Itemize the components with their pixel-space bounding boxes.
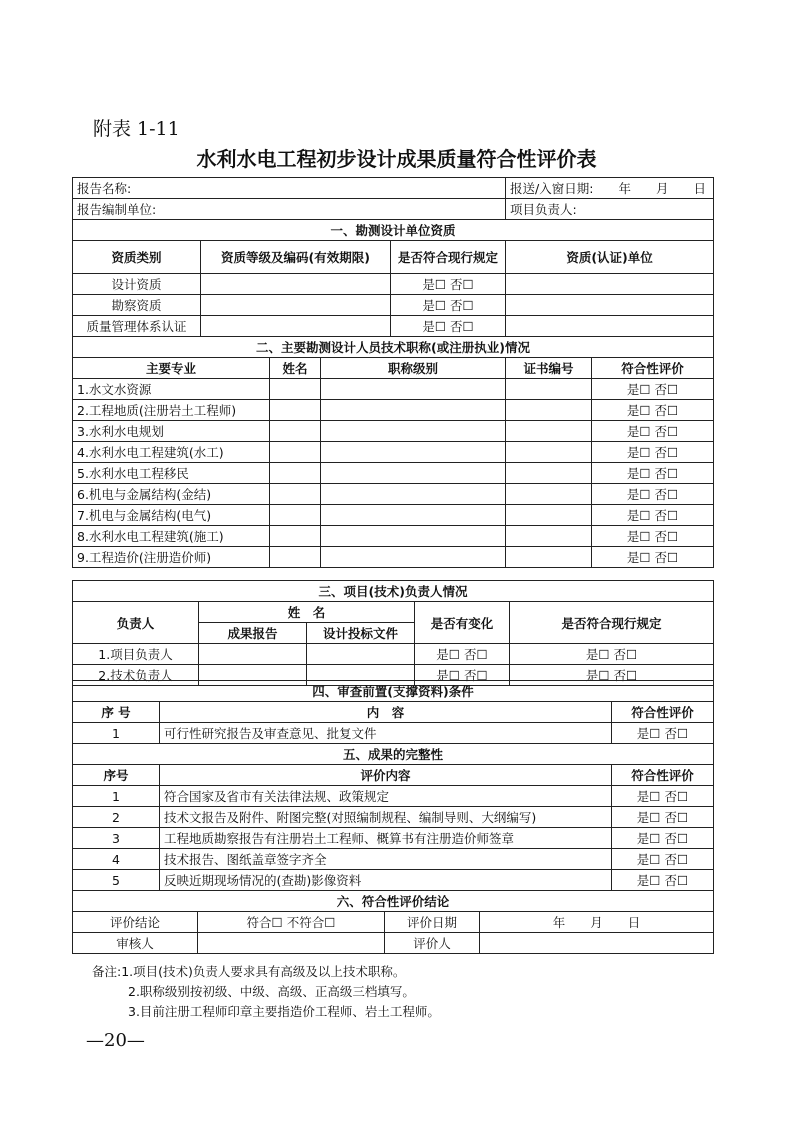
conclusion-checkbox[interactable]: 符合☐ 不符合☐ — [198, 912, 385, 933]
major-row-label: 5.水利水电工程移民 — [73, 463, 270, 484]
evaluator-label: 评价人 — [385, 933, 480, 954]
input-cell[interactable] — [201, 295, 391, 316]
col-title-level: 职称级别 — [321, 358, 506, 379]
col-eval-content: 评价内容 — [160, 765, 612, 786]
input-cell[interactable] — [506, 316, 714, 337]
yes-no-checkbox[interactable]: 是☐ 否☐ — [612, 870, 714, 891]
input-cell[interactable] — [506, 547, 592, 568]
col-seq: 序 号 — [73, 702, 160, 723]
section-1-title: 一、勘测设计单位资质 — [73, 220, 714, 241]
col-evaluation: 符合性评价 — [612, 765, 714, 786]
lead-row-label: 1.项目负责人 — [73, 644, 199, 665]
yes-no-checkbox[interactable]: 是☐ 否☐ — [592, 484, 714, 505]
input-cell[interactable] — [321, 400, 506, 421]
reviewer-label: 审核人 — [73, 933, 198, 954]
yes-no-checkbox[interactable]: 是☐ 否☐ — [612, 807, 714, 828]
col-qual-type: 资质类别 — [73, 241, 201, 274]
input-cell[interactable] — [321, 442, 506, 463]
row-content: 反映近期现场情况的(查勘)影像资料 — [160, 870, 612, 891]
col-cert-unit: 资质(认证)单位 — [506, 241, 714, 274]
major-row-label: 2.工程地质(注册岩土工程师) — [73, 400, 270, 421]
yes-no-checkbox[interactable]: 是☐ 否☐ — [391, 316, 506, 337]
row-content: 技术报告、图纸盖章签字齐全 — [160, 849, 612, 870]
evaluator-field[interactable] — [480, 933, 714, 954]
yes-no-checkbox[interactable]: 是☐ 否☐ — [510, 644, 714, 665]
input-cell[interactable] — [506, 379, 592, 400]
yes-no-checkbox[interactable]: 是☐ 否☐ — [415, 644, 510, 665]
section-2-title: 二、主要勘测设计人员技术职称(或注册执业)情况 — [73, 337, 714, 358]
input-cell[interactable] — [506, 505, 592, 526]
input-cell[interactable] — [270, 379, 321, 400]
col-content: 内 容 — [160, 702, 612, 723]
major-row-label: 9.工程造价(注册造价师) — [73, 547, 270, 568]
note-line: 2.职称级别按初级、中级、高级、正高级三档填写。 — [128, 984, 415, 999]
input-cell[interactable] — [201, 316, 391, 337]
col-report: 成果报告 — [199, 623, 307, 644]
col-lead: 负责人 — [73, 602, 199, 644]
row-content: 工程地质勘察报告有注册岩土工程师、概算书有注册造价师签章 — [160, 828, 612, 849]
input-cell[interactable] — [270, 421, 321, 442]
row-seq: 1 — [73, 723, 160, 744]
input-cell[interactable] — [506, 526, 592, 547]
yes-no-checkbox[interactable]: 是☐ 否☐ — [592, 442, 714, 463]
form-table-upper — [72, 177, 714, 568]
col-name: 姓名 — [270, 358, 321, 379]
yes-no-checkbox[interactable]: 是☐ 否☐ — [592, 526, 714, 547]
yes-no-checkbox[interactable]: 是☐ 否☐ — [612, 786, 714, 807]
input-cell[interactable] — [307, 644, 415, 665]
input-cell[interactable] — [321, 463, 506, 484]
yes-no-checkbox[interactable]: 是☐ 否☐ — [592, 505, 714, 526]
yes-no-checkbox[interactable]: 是☐ 否☐ — [391, 295, 506, 316]
yes-no-checkbox[interactable]: 是☐ 否☐ — [612, 828, 714, 849]
row-seq: 2 — [73, 807, 160, 828]
col-compliant: 是否符合现行规定 — [391, 241, 506, 274]
section-4-title: 四、审查前置(支撑资料)条件 — [73, 681, 714, 702]
yes-no-checkbox[interactable]: 是☐ 否☐ — [592, 547, 714, 568]
row-content: 技术文报告及附件、附图完整(对照编制规程、编制导则、大纲编写) — [160, 807, 612, 828]
report-name-field[interactable]: 报告名称: — [73, 178, 506, 199]
section-6-title: 六、符合性评价结论 — [73, 891, 714, 912]
row-content: 符合国家及省市有关法律法规、政策规定 — [160, 786, 612, 807]
eval-date-field[interactable]: 年 月 日 — [480, 912, 714, 933]
input-cell[interactable] — [321, 505, 506, 526]
yes-no-checkbox[interactable]: 是☐ 否☐ — [592, 379, 714, 400]
input-cell[interactable] — [270, 463, 321, 484]
yes-no-checkbox[interactable]: 是☐ 否☐ — [612, 723, 714, 744]
note-line: 备注:1.项目(技术)负责人要求具有高级及以上技术职称。 — [92, 964, 406, 979]
notes — [92, 962, 440, 1022]
qual-row-label: 质量管理体系认证 — [73, 316, 201, 337]
col-evaluation: 符合性评价 — [592, 358, 714, 379]
section-3-title: 三、项目(技术)负责人情况 — [73, 581, 714, 602]
compiler-field[interactable]: 报告编制单位: — [73, 199, 506, 220]
form-table-lower — [72, 680, 714, 954]
input-cell[interactable] — [321, 379, 506, 400]
col-person-name: 姓 名 — [199, 602, 415, 623]
input-cell[interactable] — [270, 526, 321, 547]
qual-row-label: 勘察资质 — [73, 295, 201, 316]
appendix-label: 附表 1-11 — [93, 118, 180, 140]
project-lead-field[interactable]: 项目负责人: — [506, 199, 714, 220]
input-cell[interactable] — [506, 400, 592, 421]
yes-no-checkbox[interactable]: 是☐ 否☐ — [592, 421, 714, 442]
major-row-label: 8.水利水电工程建筑(施工) — [73, 526, 270, 547]
input-cell[interactable] — [321, 484, 506, 505]
input-cell[interactable] — [506, 442, 592, 463]
input-cell[interactable] — [270, 400, 321, 421]
yes-no-checkbox[interactable]: 是☐ 否☐ — [592, 400, 714, 421]
conclusion-label: 评价结论 — [73, 912, 198, 933]
input-cell[interactable] — [506, 274, 714, 295]
major-row-label: 1.水文水资源 — [73, 379, 270, 400]
yes-no-checkbox[interactable]: 是☐ 否☐ — [592, 463, 714, 484]
input-cell[interactable] — [321, 526, 506, 547]
yes-no-checkbox[interactable]: 是☐ 否☐ — [612, 849, 714, 870]
col-seq: 序号 — [73, 765, 160, 786]
input-cell[interactable] — [270, 505, 321, 526]
major-row-label: 7.机电与金属结构(电气) — [73, 505, 270, 526]
input-cell[interactable] — [270, 547, 321, 568]
input-cell[interactable] — [506, 295, 714, 316]
eval-date-label: 评价日期 — [385, 912, 480, 933]
page-number: —20— — [86, 1030, 145, 1051]
input-cell[interactable] — [321, 547, 506, 568]
col-major: 主要专业 — [73, 358, 270, 379]
col-lead-compliant: 是否符合现行规定 — [510, 602, 714, 644]
input-cell[interactable] — [199, 644, 307, 665]
section-5-title: 五、成果的完整性 — [73, 744, 714, 765]
reviewer-field[interactable] — [198, 933, 385, 954]
input-cell[interactable] — [321, 421, 506, 442]
major-row-label: 3.水利水电规划 — [73, 421, 270, 442]
major-row-label: 6.机电与金属结构(金结) — [73, 484, 270, 505]
input-cell[interactable] — [506, 421, 592, 442]
form-table-leads — [72, 580, 714, 686]
input-cell[interactable] — [506, 463, 592, 484]
row-seq: 1 — [73, 786, 160, 807]
input-cell[interactable] — [270, 442, 321, 463]
row-seq: 5 — [73, 870, 160, 891]
input-cell[interactable] — [270, 484, 321, 505]
row-seq: 3 — [73, 828, 160, 849]
input-cell[interactable] — [506, 484, 592, 505]
input-cell[interactable] — [201, 274, 391, 295]
col-changed: 是否有变化 — [415, 602, 510, 644]
yes-no-checkbox[interactable]: 是☐ 否☐ — [391, 274, 506, 295]
note-line: 3.目前注册工程师印章主要指造价工程师、岩土工程师。 — [128, 1004, 440, 1019]
yes-no-checkbox[interactable]: 是☐ 否☐ — [510, 665, 714, 686]
submit-date-field[interactable]: 报送/入窗日期: 年 月 日 — [506, 178, 714, 199]
yes-no-checkbox[interactable]: 是☐ 否☐ — [415, 665, 510, 686]
col-bid-doc: 设计投标文件 — [307, 623, 415, 644]
row-content: 可行性研究报告及审查意见、批复文件 — [160, 723, 612, 744]
major-row-label: 4.水利水电工程建筑(水工) — [73, 442, 270, 463]
col-cert-no: 证书编号 — [506, 358, 592, 379]
row-seq: 4 — [73, 849, 160, 870]
form-title: 水利水电工程初步设计成果质量符合性评价表 — [196, 147, 597, 171]
col-evaluation: 符合性评价 — [612, 702, 714, 723]
lead-row-label: 2.技术负责人 — [73, 665, 199, 686]
qual-row-label: 设计资质 — [73, 274, 201, 295]
col-qual-grade: 资质等级及编码(有效期限) — [201, 241, 391, 274]
